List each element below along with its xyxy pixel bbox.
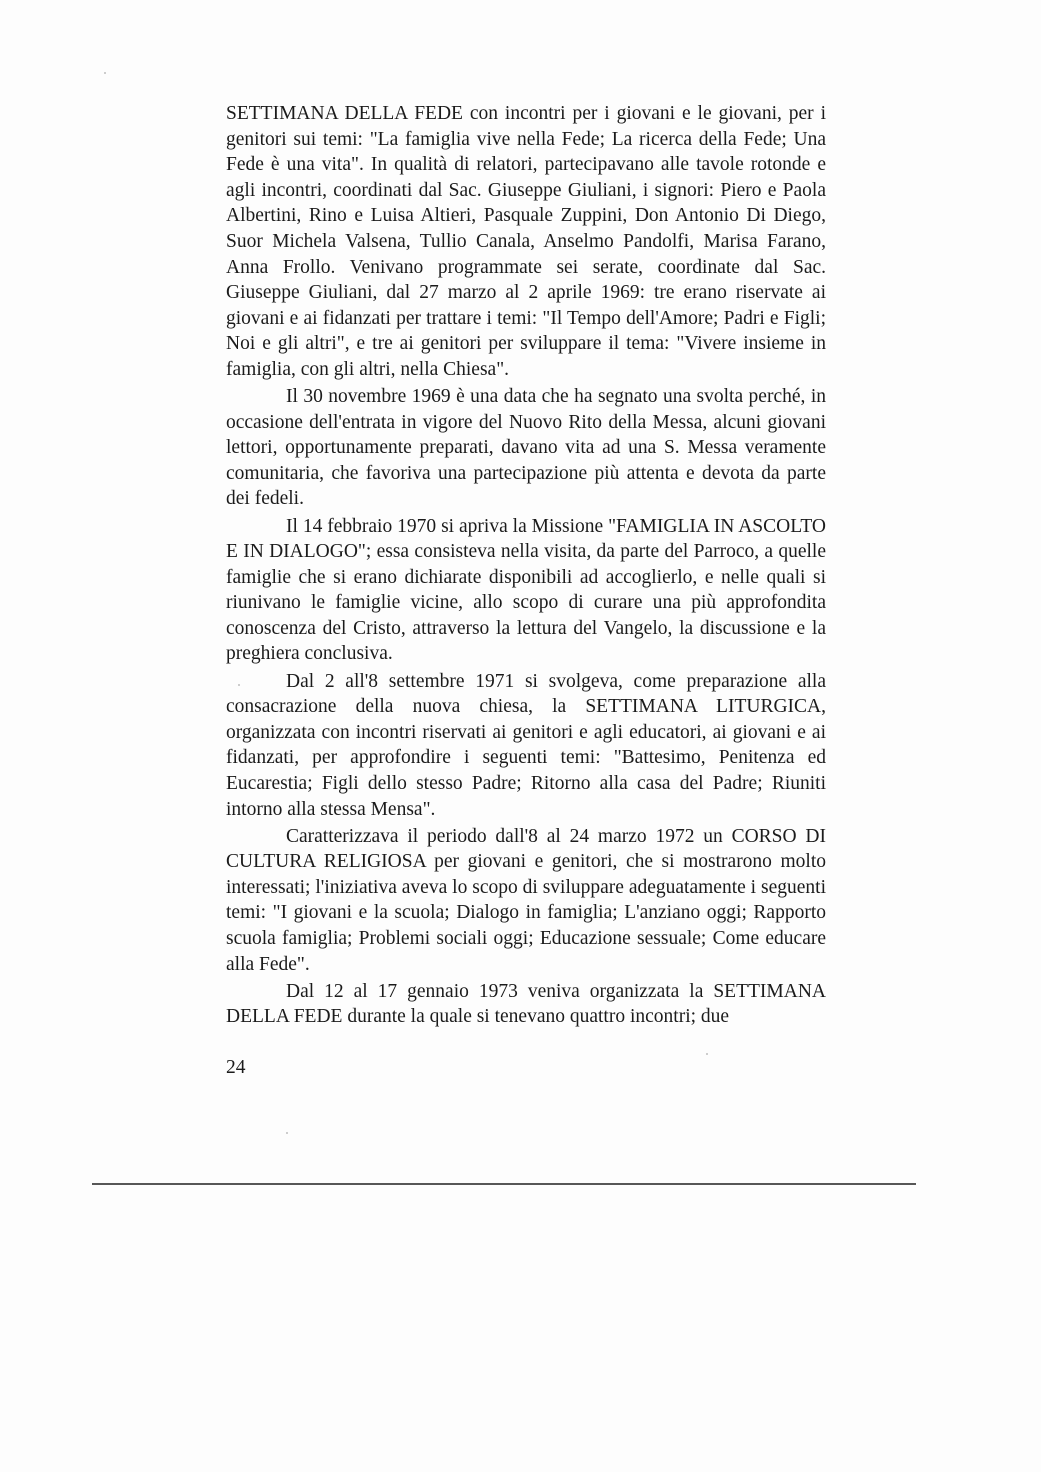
scan-speck (238, 684, 240, 686)
scan-speck (706, 1053, 708, 1055)
page-number: 24 (226, 1057, 246, 1078)
paragraph-1: SETTIMANA DELLA FEDE con incontri per i giovani e le giovani, per i genitori sui temi: "La famiglia vive nella Fede; La ricerca della Fede; Una Fede è una vita". In qualità di relatori, partecipavano alle tavole rotonde e agli incontri, coordinati dal Sac. Giuseppe Giuliani, i signori: Piero e Paola Albertini, Rino e Luisa Altieri, Pasquale Zuppini, Don Antonio Di Diego, Suor Michela Valsena, Tullio Canala, Anselmo Pandolfi, Marisa Farano, Anna Frollo. Venivano programmate sei serate, coordinate dal Sac. Giuseppe Giuliani, dal 27 marzo al 2 aprile 1969: tre erano riservate ai giovani e ai fidanzati per trattare i temi: "Il Tempo dell'Amore; Padri e Figli; Noi e gli altri", e tre ai genitori per sviluppare il tema: "Vivere insieme in famiglia, con gli altri, nella Chiesa". (226, 103, 826, 380)
scan-edge-line (92, 1183, 916, 1185)
body-text (226, 101, 826, 1031)
paragraph-2: Il 30 novembre 1969 è una data che ha segnato una svolta perché, in occasione dell'entrata in vigore del Nuovo Rito della Messa, alcuni giovani lettori, opportunamente preparati, davano vita ad una S. Messa veramente comunitaria, che favoriva una partecipazione più attenta e devota da parte dei fedeli. (226, 386, 826, 510)
paragraph-4: Dal 2 all'8 settembre 1971 si svolgeva, come preparazione alla consacrazione della nuova chiesa, la SETTIMANA LITURGICA, organizzata con incontri riservati ai genitori e agli educatori, ai giovani e ai fidanzati, per approfondire i seguenti temi: "Battesimo, Penitenza ed Eucarestia; Figli dello stesso Padre; Ritorno alla casa del Padre; Riuniti intorno alla stessa Mensa". (226, 670, 826, 820)
paragraph-5: Caratterizzava il periodo dall'8 al 24 marzo 1972 un CORSO DI CULTURA RELIGIOSA per giovani e genitori, che si mostrarono molto interessati; l'iniziativa aveva lo scopo di sviluppare adeguatamente i seguenti temi: "I giovani e la scuola; Dialogo in famiglia; L'anziano oggi; Rapporto scuola famiglia; Problemi sociali oggi; Educazione sessuale; Come educare alla Fede". (226, 825, 826, 975)
scan-speck (286, 1132, 288, 1134)
paragraph-3: Il 14 febbraio 1970 si apriva la Missione "FAMIGLIA IN ASCOLTO E IN DIALOGO"; essa consisteva nella visita, da parte del Parroco, a quelle famiglie che si erano dichiarate disponibili ad accoglierlo, e nelle quali si riunivano le famiglie vicine, allo scopo di curare una più approfondita conoscenza del Cristo, attraverso la lettura del Vangelo, la discussione e la preghiera conclusiva. (226, 515, 826, 665)
scan-speck (104, 72, 106, 74)
paragraph-6: Dal 12 al 17 gennaio 1973 veniva organizzata la SETTIMANA DELLA FEDE durante la quale si tenevano quattro incontri; due (226, 980, 826, 1028)
